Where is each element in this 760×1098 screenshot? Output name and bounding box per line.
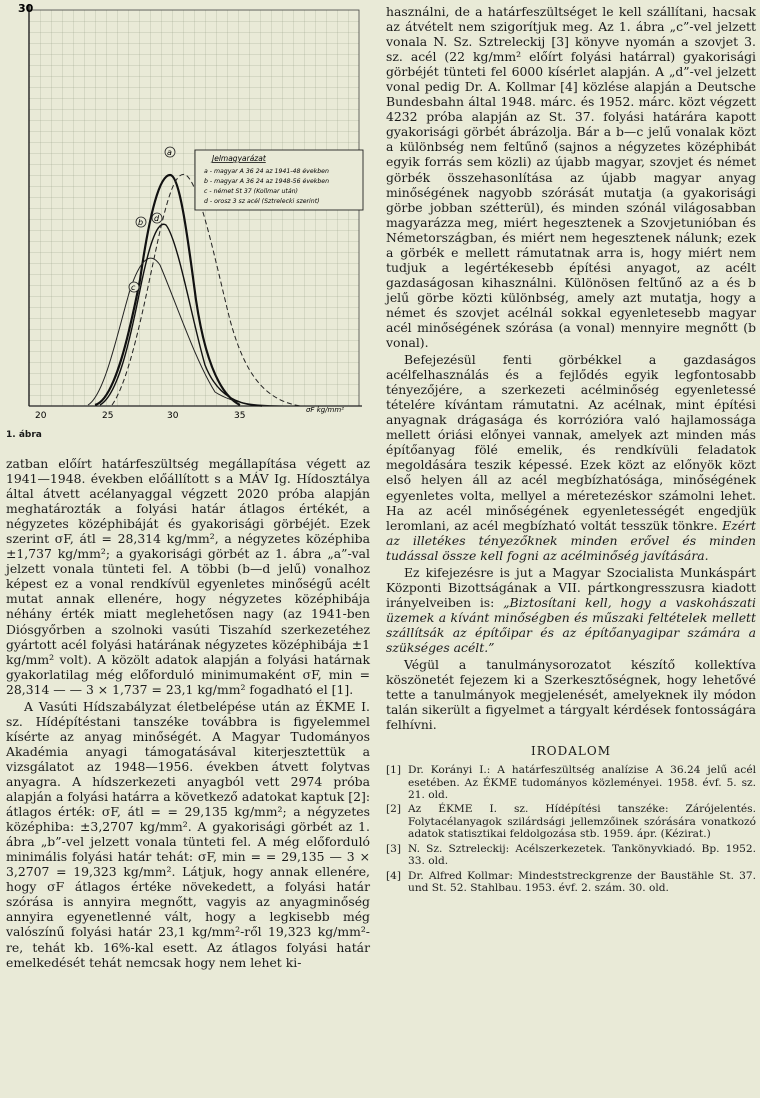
left-paragraph-1: zatban előírt határfeszültség megállapítása végett az 1941—1948. években előállított s a MÁV Ig. Hídosztálya által átvett acélanyaggal végzett 2020 próba alapján meghatározták a folyási határ átlagos értékét, a négyzetes középhibáját és gyakorisági görbéjét. Ezek szerint σF, átl = 28,314 kg/mm², a négyzetes középhiba ±1,737 kg/mm²; a gyakorisági görbét az 1. ábra „a”-val jelzett vonala tünteti fel. A többi (b—d jelű) vonalhoz képest ez a vonal rendkívül egyenletes minőségű acélt mutat annak ellenére, hogy négyzetes középhibája néhány érték miatt meglehetősen nagy (az 1941-ben Diósgyőrben a szolnoki vasúti Tiszahíd szerkezetéhez gyártott acél folyási határának négyzetes középhibája ±1 kg/mm² volt). A közölt adatok alapján a folyási határnak gyakorlatilag még előforduló minimumaként σF, min = 28,314 — — 3 × 1,737 = 23,1 kg/mm² fogadható el [1].: [6, 456, 370, 697]
x-tick-25: 25: [102, 411, 114, 421]
curve-label-b: [136, 217, 146, 227]
curve-label-a: [165, 147, 175, 157]
reference-number: [2]: [386, 803, 402, 816]
legend-item-c: c - német St 37 (Kollmar után): [204, 188, 298, 195]
right-paragraph-2: [386, 352, 756, 563]
right-paragraph-2-italic: Ezért az illetékes tényezőknek minden erővel és minden tudással össze kell fogni az acélminőség javítására.: [386, 517, 756, 563]
right-paragraph-2-text: Befejezésül fenti görbékkel a gazdaságos acélfelhasználás és a fejlődés egyik legfontosabb tényezőjére, a szerkezeti acélminőség egyenletessé tételére kívántam rámutatni. Az acélnak, mint építési anyagnak drágasága és korrózióra való hajlamossága mellett óriási előnyei vannak, amelyek azt minden más építőanyag fölé emelik, és rendkívüli feladatok megoldására teszik képessé. Ezek közt az előnyök közt első helyen áll az acél megbízhatósága, minőségének egyenletes volta, mellyel a méretezéskor számolni lehet. Ha az acél minőségének egyenletességét engedjük leromlani, az acél megbízható voltát tesszük tönkre.: [386, 352, 756, 533]
curve-label-c: [129, 282, 139, 292]
right-paragraph-4: Végül a tanulmánysorozatot készítő kollektíva köszönetét fejezem ki a Szerkesztőségnek, hogy lehetővé tette a tanulmányok megjelenését, amelyeknek ily módon talán sikerült a figyelmet a tárgyalt kérdések fontosságára felhívni.: [386, 657, 756, 733]
svg-text:c: c: [131, 283, 136, 292]
right-paragraph-3-quote: „Biztosítani kell, hogy a vaskohászati üzemek a kívánt minőségben és műszaki feltételek mellett szállítsák az építőipar és az építőanyagipar számára a szükséges acélt.”: [386, 594, 756, 655]
x-tick-20: 20: [35, 411, 47, 421]
left-paragraph-2: A Vasúti Hídszabályzat életbelépése után az ÉKME I. sz. Hídépítéstani tanszéke továbbra is figyelemmel kísérte az anyag minőségét. A Magyar Tudományos Akadémia anyagi támogatásával kiterjesztettük a vizsgálatot az 1948—1956. években átvett folytvas anyagra. A hídszerkezeti anyagból vett 2974 próba alapján a folyási határra a következő adatokat kaptuk [2]: átlagos érték: σF, átl = = 29,135 kg/mm²; a négyzetes középhiba: ±3,2707 kg/mm². A gyakorisági görbét az 1. ábra „b”-vel jelzett vonala tünteti fel. A még előforduló minimális folyási határ tehát: σF, min = = 29,135 — 3 × 3,2707 = 19,323 kg/mm². Látjuk, hogy annak ellenére, hogy σF átlagos értéke növekedett, a folyási határ szórása is annyira megnőtt, vagyis az anyagminőség annyira egyenetlenné vált, hogy a legkisebb még valószínű folyási határ 23,1 kg/mm²-ről 19,323 kg/mm²-re, tehát kb. 16%-kal esett. Az átlagos folyási határ emelkedését tehát nemcsak hogy nem lehet ki-: [6, 698, 370, 970]
legend-item-b: b - magyar A 36 24 az 1948-56 években: [204, 178, 330, 185]
legend-item-d: d - orosz 3 sz acél (Sztrelecki szerint): [204, 198, 320, 205]
frequency-chart: [0, 0, 380, 430]
legend: [195, 150, 363, 210]
right-column: [386, 4, 756, 896]
references-list: [386, 764, 756, 894]
svg-text:a: a: [167, 148, 172, 157]
reference-text: Dr. Alfred Kollmar: Mindeststreckgrenze der Baustähle St. 37. und St. 52. Stahlbau. 1953. évf. 2. szám. 30. old.: [408, 869, 756, 894]
reference-number: [1]: [386, 764, 402, 777]
x-tick-35: 35: [234, 411, 246, 421]
x-unit: σF kg/mm²: [306, 406, 344, 414]
reference-item: [386, 843, 756, 868]
reference-number: [3]: [386, 842, 402, 855]
y-top-tick: 30: [18, 2, 34, 15]
left-column: [6, 456, 370, 970]
x-tick-30: 30: [167, 411, 179, 421]
right-paragraph-3-text: Ez kifejezésre is jut a Magyar Szocialista Munkáspárt Központi Bizottságának a VII. pártkongresszusra kiadott irányelveiben is:: [386, 564, 756, 610]
curve-label-d: [152, 213, 162, 223]
right-paragraph-1: használni, de a határfeszültséget le kell szállítani, hacsak az átvételt nem szigorítjuk meg. Az 1. ábra „c”-vel jelzett vonala N. Sz. Sztreleckij [3] könyve nyomán a szovjet 3. sz. acél (22 kg/mm² előírt folyási határral) gyakorisági görbéjét tünteti fel 6000 kísérlet alapján. A „d”-vel jelzett vonal pedig Dr. A. Kollmar [4] közlése alapján a Deutsche Bundesbahn által 1948. márc. és 1952. márc. közt végzett 4232 próba alapján az St. 37. folyási határára kapott gyakorisági görbét ábrázolja. Bár a b—c jelű vonalak közt a különbség nem feltűnő (sajnos a négyzetes középhibát egyik forrás sem közli) az újabb magyar, szovjet és német görbék összehasonlítása az újabb magyar anyag minőségének nagyobb szórását mutatja (a gyakorisági görbe jobban szétterül), és minden szónál világosabban magyarázza meg, miért hegesztenek a Szovjetunióban és Németországban, és miért nem hegesztenek nálunk; ezek a görbék e mellett rámutatnak arra is, hogy miért nem tudjuk a legértékesebb építési anyagot, az acélt gazdaságosan kihasználni. Különösen feltűnő az a és b jelű görbe közti különbség, amely azt mutatja, hogy a német és szovjet acélnál sokkal egyenletesebb magyar acél minőségének szórása (a vonal) mennyire megnőtt (b vonal).: [386, 4, 756, 351]
legend-title: Jelmagyarázat: [212, 154, 266, 163]
figure: [0, 0, 380, 452]
figure-caption: 1. ábra: [6, 430, 42, 440]
reference-item: [386, 870, 756, 895]
reference-text: Az ÉKME I. sz. Hídépítési tanszéke: Zárójelentés. Folytacélanyagok szilárdsági jellemzőinek szórására vonatkozó adatok statisztikai feldolgozása stb. 1959. ápr. (Kézirat.): [408, 803, 756, 841]
legend-item-a: a - magyar A 36 24 az 1941-48 években: [204, 168, 329, 175]
reference-number: [4]: [386, 869, 402, 882]
svg-text:b: b: [138, 218, 144, 227]
reference-item: [386, 764, 756, 801]
reference-text: N. Sz. Sztreleckij: Acélszerkezetek. Tankönyvkiadó. Bp. 1952. 33. old.: [408, 842, 756, 868]
reference-item: [386, 803, 756, 840]
right-paragraph-3: [386, 565, 756, 655]
references-title: IRODALOM: [531, 744, 611, 759]
svg-text:d: d: [154, 214, 160, 223]
reference-text: Dr. Korányi I.: A határfeszültség analízise A 36.24 jelű acél esetében. Az ÉKME tudományos közleményei. 1958. évf. 5. sz. 21. old.: [408, 764, 756, 802]
